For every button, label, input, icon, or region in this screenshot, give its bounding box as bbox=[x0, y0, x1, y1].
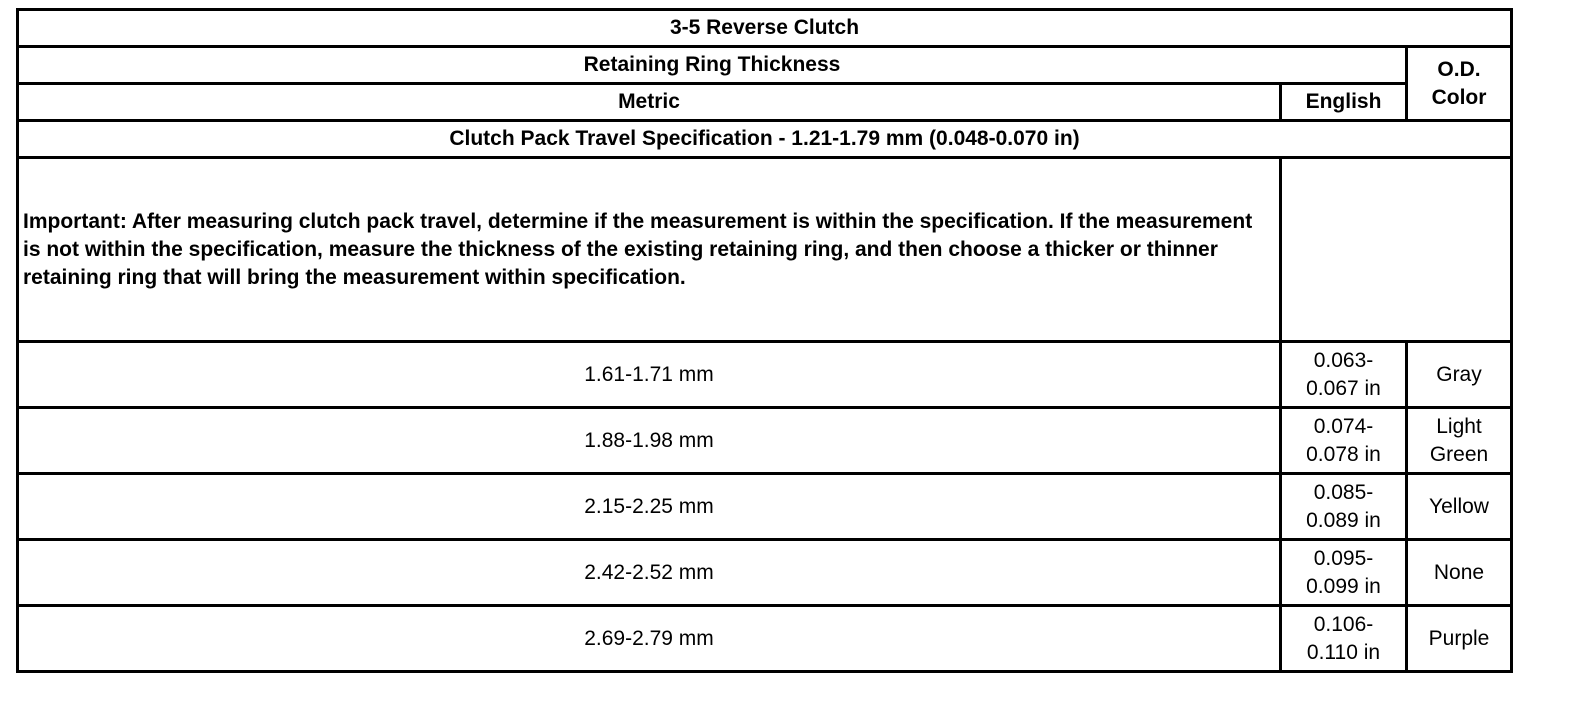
table-row bbox=[18, 606, 1512, 672]
table-row bbox=[18, 408, 1512, 474]
english-value-line1: 0.063- bbox=[1313, 348, 1374, 372]
english-value bbox=[1281, 474, 1407, 540]
english-value-line2: 0.089 in bbox=[1306, 508, 1381, 532]
important-note-row bbox=[18, 158, 1512, 342]
units-header-row bbox=[18, 84, 1512, 121]
english-value-line2: 0.110 in bbox=[1306, 640, 1381, 664]
od-color-line1: Purple bbox=[1428, 626, 1490, 650]
metric-value: 2.69-2.79 mm bbox=[18, 606, 1281, 672]
metric-value: 1.61-1.71 mm bbox=[18, 342, 1281, 408]
od-color-line2: Green bbox=[1429, 442, 1489, 466]
od-color-value bbox=[1407, 408, 1512, 474]
od-color-line1: None bbox=[1433, 560, 1485, 584]
od-color-header-line1: O.D. bbox=[1437, 57, 1481, 81]
english-value-line1: 0.085- bbox=[1313, 480, 1374, 504]
table-row bbox=[18, 540, 1512, 606]
english-value-line1: 0.106- bbox=[1313, 612, 1374, 636]
retaining-header-row bbox=[18, 47, 1512, 84]
table-title: 3-5 Reverse Clutch bbox=[18, 10, 1512, 47]
retaining-ring-spec-table bbox=[16, 8, 1513, 673]
od-color-header bbox=[1407, 47, 1512, 121]
english-value-line1: 0.095- bbox=[1313, 546, 1374, 570]
od-color-value bbox=[1407, 342, 1512, 408]
od-color-line1: Yellow bbox=[1429, 494, 1489, 518]
od-color-line1: Light bbox=[1436, 414, 1482, 438]
english-value bbox=[1281, 342, 1407, 408]
english-value-line2: 0.099 in bbox=[1306, 574, 1381, 598]
retaining-ring-thickness-header: Retaining Ring Thickness bbox=[18, 47, 1407, 84]
metric-value: 2.42-2.52 mm bbox=[18, 540, 1281, 606]
travel-spec-row bbox=[18, 121, 1512, 158]
english-value-line1: 0.074- bbox=[1313, 414, 1374, 438]
note-empty-cell bbox=[1281, 158, 1512, 342]
english-header: English bbox=[1281, 84, 1407, 121]
od-color-header-line2: Color bbox=[1431, 85, 1487, 109]
english-value-line2: 0.078 in bbox=[1306, 442, 1381, 466]
important-note: Important: After measuring clutch pack travel, determine if the measurement is within the specification. If the measurement is not within the specification, measure the thickness of the existing retaining ring, and then choose a thicker or thinner retaining ring that will bring the measurement within specification. bbox=[18, 158, 1281, 342]
metric-header: Metric bbox=[18, 84, 1281, 121]
od-color-line1: Gray bbox=[1436, 362, 1482, 386]
od-color-value bbox=[1407, 474, 1512, 540]
clutch-pack-travel-spec: Clutch Pack Travel Specification - 1.21-1.79 mm (0.048-0.070 in) bbox=[18, 121, 1512, 158]
english-value bbox=[1281, 408, 1407, 474]
english-value bbox=[1281, 540, 1407, 606]
metric-value: 2.15-2.25 mm bbox=[18, 474, 1281, 540]
metric-value: 1.88-1.98 mm bbox=[18, 408, 1281, 474]
table-row bbox=[18, 342, 1512, 408]
english-value bbox=[1281, 606, 1407, 672]
table-row bbox=[18, 474, 1512, 540]
od-color-value bbox=[1407, 606, 1512, 672]
english-value-line2: 0.067 in bbox=[1306, 376, 1381, 400]
od-color-value bbox=[1407, 540, 1512, 606]
table-title-row bbox=[18, 10, 1512, 47]
